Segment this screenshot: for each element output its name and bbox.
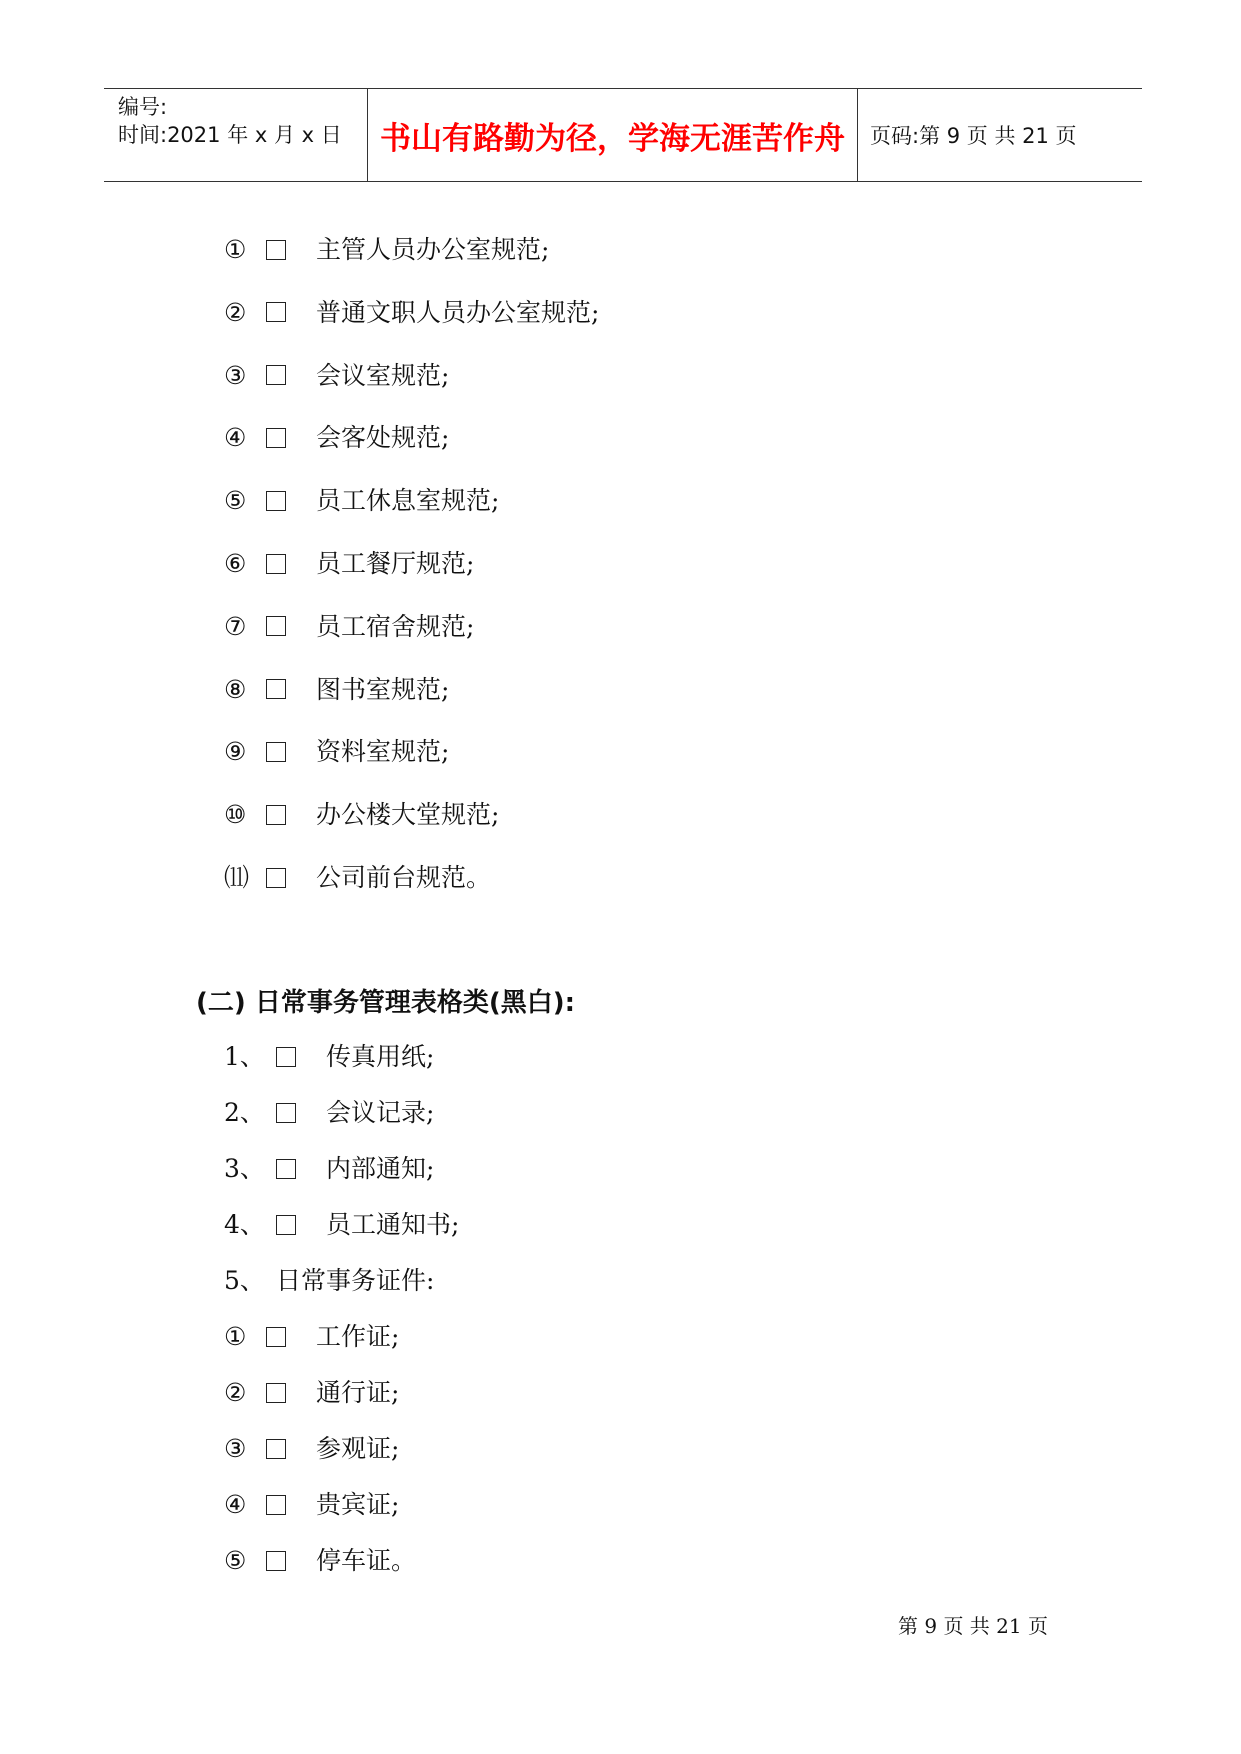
checkbox-icon[interactable]: [276, 1103, 296, 1123]
checkbox-icon[interactable]: [266, 1383, 286, 1403]
header-page-label: 页码:第 9 页 共 21 页: [870, 124, 1077, 148]
item-text: 会议室规范;: [316, 360, 450, 390]
checkbox-icon[interactable]: [266, 1495, 286, 1515]
checkbox-icon[interactable]: [266, 1327, 286, 1347]
item-text: 公司前台规范。: [316, 863, 492, 892]
item-number: ③: [224, 1434, 247, 1463]
document-header: [104, 88, 1142, 182]
list-item: [224, 484, 499, 518]
checkbox-icon[interactable]: [266, 240, 286, 260]
item-number: ①: [224, 1322, 247, 1351]
header-meta: [104, 89, 368, 181]
list-item: [224, 1040, 434, 1074]
checkbox-icon[interactable]: [266, 302, 286, 322]
item-text: 员工休息室规范;: [316, 486, 500, 516]
item-text: 贵宾证;: [316, 1490, 400, 1519]
checkbox-icon[interactable]: [276, 1159, 296, 1179]
item-number: ②: [224, 1378, 247, 1407]
checkbox-icon[interactable]: [276, 1215, 296, 1235]
item-number: 2、: [224, 1098, 265, 1127]
list-item: [224, 610, 474, 644]
item-text: 员工宿舍规范;: [316, 611, 475, 641]
list-item: [224, 1376, 399, 1410]
item-number: ⑨: [224, 737, 247, 767]
time-label: 时间:2021 年 x 月 x 日: [118, 123, 342, 147]
checkbox-icon[interactable]: [266, 365, 286, 385]
checkbox-icon[interactable]: [276, 1047, 296, 1067]
list-item: [224, 359, 449, 393]
item-number: ④: [224, 1490, 247, 1519]
item-text: 参观证;: [316, 1434, 400, 1463]
item-text: 员工餐厅规范;: [316, 549, 475, 578]
list-item: [224, 798, 499, 832]
item-text: 会议记录;: [326, 1098, 435, 1127]
list-item: [224, 735, 449, 769]
list-item: [224, 1096, 434, 1130]
list-item: [224, 1488, 399, 1522]
page-footer: 第 9 页 共 21 页: [898, 1614, 1048, 1638]
list-item: [224, 673, 449, 707]
item-number: 4、: [224, 1210, 265, 1239]
checkbox-icon[interactable]: [266, 679, 286, 699]
item-text: 传真用纸;: [326, 1042, 435, 1071]
item-number: 3、: [224, 1154, 265, 1183]
list-item: [224, 233, 549, 267]
sub-heading-text: 日常事务证件:: [276, 1266, 435, 1295]
item-text: 通行证;: [316, 1378, 400, 1407]
item-number: ⑩: [224, 800, 247, 830]
item-number: ⑦: [224, 611, 247, 641]
item-text: 员工通知书;: [326, 1210, 460, 1239]
checkbox-icon[interactable]: [266, 1439, 286, 1459]
list-item: [224, 296, 599, 330]
item-number: ④: [224, 423, 247, 453]
checkbox-icon[interactable]: [266, 428, 286, 448]
list-item: [224, 861, 491, 895]
item-number: ②: [224, 297, 247, 327]
item-number: ①: [224, 235, 247, 264]
item-text: 工作证;: [316, 1322, 400, 1351]
list-item: [224, 1544, 416, 1578]
item-text: 办公楼大堂规范;: [316, 800, 500, 830]
list-item: [224, 1320, 399, 1354]
item-number: ⑾: [224, 863, 250, 892]
checkbox-icon[interactable]: [266, 616, 286, 636]
item-number: ③: [224, 360, 247, 390]
item-text: 普通文职人员办公室规范;: [316, 297, 600, 327]
item-number: ⑥: [224, 549, 247, 578]
sub-heading-number: 5、: [224, 1266, 265, 1295]
checkbox-icon[interactable]: [266, 1551, 286, 1571]
checkbox-icon[interactable]: [266, 491, 286, 511]
item-text: 会客处规范;: [316, 423, 450, 453]
header-motto: 书山有路勤为径，学海无涯苦作舟: [368, 89, 858, 181]
list-item: [224, 421, 449, 455]
list-item: [224, 1432, 399, 1466]
item-text: 图书室规范;: [316, 674, 450, 704]
item-number: 1、: [224, 1042, 265, 1071]
section-title: (二) 日常事务管理表格类(黑白):: [196, 988, 575, 1018]
item-text: 内部通知;: [326, 1154, 435, 1183]
item-text: 停车证。: [316, 1546, 417, 1575]
list-item: [224, 1152, 434, 1186]
sub-heading: [224, 1264, 434, 1298]
list-item: [224, 547, 474, 581]
checkbox-icon[interactable]: [266, 742, 286, 762]
item-number: ⑤: [224, 486, 247, 516]
item-number: ⑧: [224, 674, 247, 704]
item-text: 资料室规范;: [316, 737, 450, 767]
checkbox-icon[interactable]: [266, 805, 286, 825]
checkbox-icon[interactable]: [266, 868, 286, 888]
list-item: [224, 1208, 459, 1242]
number-label: 编号:: [118, 95, 168, 119]
item-text: 主管人员办公室规范;: [316, 235, 550, 264]
checkbox-icon[interactable]: [266, 554, 286, 574]
item-number: ⑤: [224, 1546, 247, 1575]
